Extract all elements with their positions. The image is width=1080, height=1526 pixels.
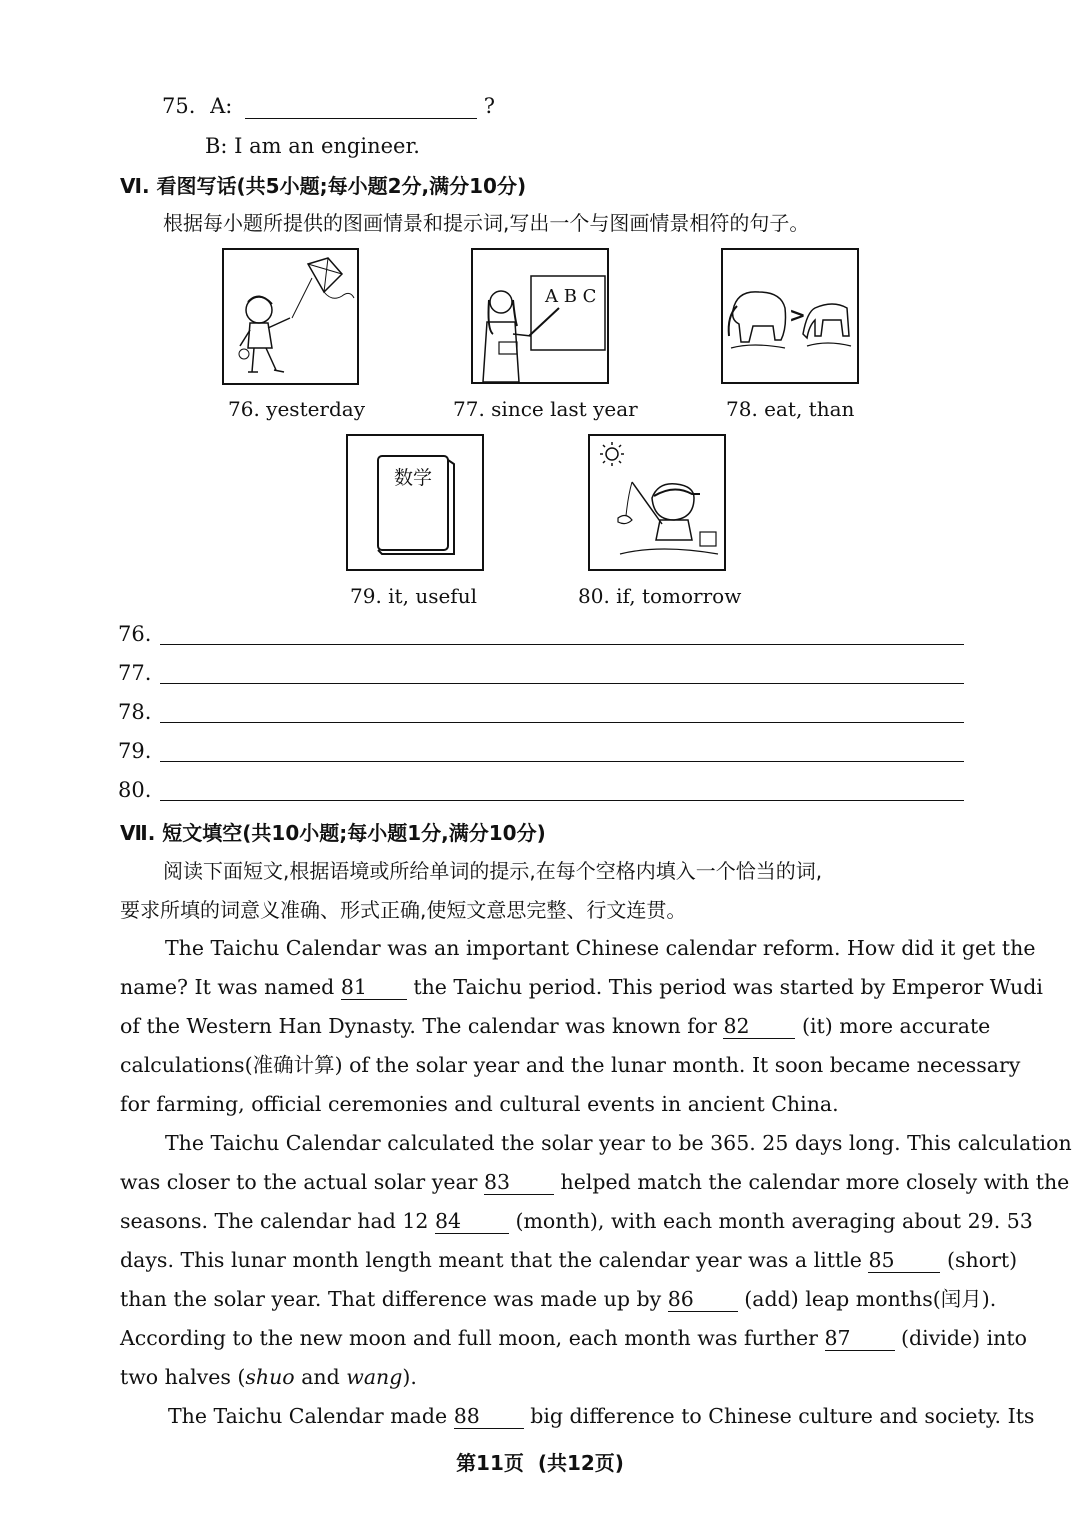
answer-79-line[interactable] [160, 761, 964, 762]
answer-78-line[interactable] [160, 722, 964, 723]
blank-82[interactable]: 82 [723, 1014, 795, 1039]
elephant-horse-icon [723, 250, 857, 382]
blank-88[interactable]: 88 [454, 1404, 524, 1429]
passage-paragraph-1 [120, 929, 1043, 1124]
kite-boy-icon [224, 250, 357, 383]
boy-fishing-icon [590, 436, 724, 569]
blank-87[interactable]: 87 [825, 1326, 895, 1351]
blank-85[interactable]: 85 [868, 1248, 940, 1273]
p1-line-3: of the Western Han Dynasty. The calendar was known for 82 (it) more accurate [120, 1014, 991, 1038]
answer-80-number: 80. [118, 778, 152, 802]
p2-line-3: seasons. The calendar had 12 84 (month), with each month averaging about 29. 53 [120, 1209, 1033, 1233]
picture-80 [588, 434, 726, 571]
math-book-icon [348, 436, 482, 569]
comparison-sign: > [789, 303, 806, 327]
p1-line-5: for farming, official ceremonies and cultural events in ancient China. [120, 1092, 839, 1116]
q75-line-b: B: I am an engineer. [205, 134, 420, 158]
q75-line-a: 75. A: ? [162, 94, 495, 118]
picture-77 [471, 248, 609, 384]
passage-paragraph-2 [120, 1124, 1072, 1397]
picture-80-caption: 80. if, tomorrow [578, 584, 742, 608]
blank-86[interactable]: 86 [668, 1287, 738, 1312]
picture-78-caption: 78. eat, than [726, 397, 855, 421]
q75-answer-blank[interactable] [245, 96, 477, 119]
picture-79 [346, 434, 484, 571]
section-7-title: Ⅶ. 短文填空(共10小题;每小题1分,满分10分) [120, 821, 546, 845]
blank-81[interactable]: 81 [341, 975, 407, 1000]
p2-line-2: was closer to the actual solar year 83 helped match the calendar more closely with the [120, 1170, 1070, 1194]
p2-line-6: According to the new moon and full moon, each month was further 87 (divide) into [120, 1326, 1027, 1350]
answer-76-number: 76. [118, 622, 152, 646]
blank-83[interactable]: 83 [484, 1170, 554, 1195]
answer-76-line[interactable] [160, 644, 964, 645]
blank-84[interactable]: 84 [435, 1209, 509, 1234]
p2-line-7: two halves (shuo and wang). [120, 1365, 417, 1389]
teacher-board-icon [473, 250, 607, 382]
answer-78-number: 78. [118, 700, 152, 724]
p1-line-2: name? It was named 81 the Taichu period. This period was started by Emperor Wudi [120, 975, 1043, 999]
p2-line-4: days. This lunar month length meant that the calendar year was a little 85 (short) [120, 1248, 1018, 1272]
section-7-instructions-1: 阅读下面短文,根据语境或所给单词的提示,在每个空格内填入一个恰当的词, [163, 859, 823, 883]
section-6-instructions: 根据每小题所提供的图画情景和提示词,写出一个与图画情景相符的句子。 [163, 211, 810, 235]
picture-78 [721, 248, 859, 384]
board-letters: A B C [545, 286, 597, 307]
p3-line-1: The Taichu Calendar made 88 big difference to Chinese culture and society. Its [168, 1404, 1035, 1428]
picture-76-caption: 76. yesterday [228, 397, 366, 421]
answer-80-line[interactable] [160, 800, 964, 801]
answer-79-number: 79. [118, 739, 152, 763]
section-6-title: Ⅵ. 看图写话(共5小题;每小题2分,满分10分) [120, 174, 527, 198]
book-title: 数学 [394, 467, 433, 489]
answer-77-line[interactable] [160, 683, 964, 684]
section-7-instructions-2: 要求所填的词意义准确、形式正确,使短文意思完整、行文连贯。 [120, 898, 687, 922]
passage-paragraph-3 [120, 1397, 1035, 1436]
page-footer: 第11页 (共12页) [456, 1451, 624, 1475]
p1-line-1: The Taichu Calendar was an important Chinese calendar reform. How did it get the [165, 936, 1036, 960]
picture-79-caption: 79. it, useful [350, 584, 477, 608]
answer-77-number: 77. [118, 661, 152, 685]
p1-line-4: calculations(准确计算) of the solar year and the lunar month. It soon became necessary [120, 1053, 1021, 1077]
p2-line-1: The Taichu Calendar calculated the solar year to be 365. 25 days long. This calculation [165, 1131, 1072, 1155]
p2-line-5: than the solar year. That difference was made up by 86 (add) leap months(闰月). [120, 1287, 997, 1311]
picture-76 [222, 248, 359, 385]
picture-77-caption: 77. since last year [453, 397, 638, 421]
